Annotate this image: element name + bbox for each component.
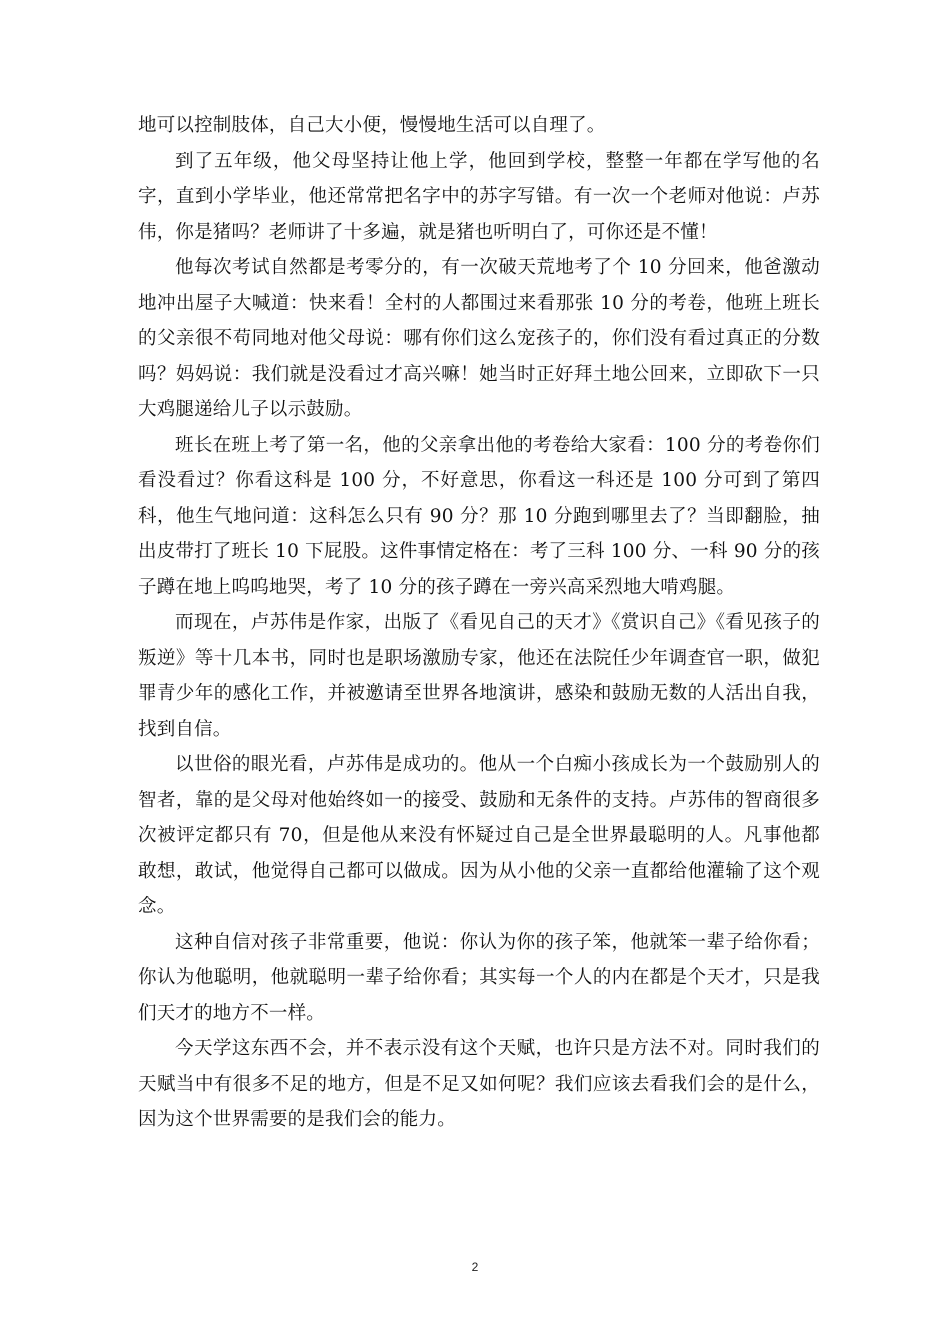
paragraph-class-monitor: 班长在班上考了第一名，他的父亲拿出他的考卷给大家看：100 分的考卷你们看没看过？你看这科是 100 分，不好意思，你看这一科还是 100 分可到了第四科，他生气地问道：这科怎么只有 90 分？那 10 分跑到哪里去了？当即翻脸，抽出皮带打了班长 10 下屁股。这件事情定格在：考了三科 100 分、一科 90 分的孩子蹲在地上呜呜地哭，考了 10 分的孩子蹲在一旁兴高采烈地大啃鸡腿。 [138,434,820,598]
paragraph-exam-ten-points: 他每次考试自然都是考零分的，有一次破天荒地考了个 10 分回来，他爸激动地冲出屋子大喊道：快来看！全村的人都围过来看那张 10 分的考卷，他班上班长的父亲很不苟同地对他父母说：哪有你们这么宠孩子的，你们没有看过真正的分数吗？妈妈说：我们就是没看过才高兴嘛！她当时正好拜土地公回来，立即砍下一只大鸡腿递给儿子以示鼓励。 [138,257,820,420]
document-body [138,108,820,1138]
paragraph-continuation: 地可以控制肢体，自己大小便，慢慢地生活可以自理了。 [138,115,606,136]
paragraph-talent: 今天学这东西不会，并不表示没有这个天赋，也许只是方法不对。同时我们的天赋当中有很多不足的地方，但是不足又如何呢？我们应该去看我们会的是什么，因为这个世界需要的是我们会的能力。 [138,1038,820,1130]
paragraph-fifth-grade: 到了五年级，他父母坚持让他上学，他回到学校，整整一年都在学写他的名字，直到小学毕业，他还常常把名字中的苏字写错。有一次一个老师对他说：卢苏伟，你是猪吗？老师讲了十多遍，就是猪也听明白了，可你还是不懂！ [138,150,820,243]
paragraph-author-now: 而现在，卢苏伟是作家，出版了《看见自己的天才》《赏识自己》《看见孩子的叛逆》等十几本书，同时也是职场激励专家，他还在法院任少年调查官一职，做犯罪青少年的感化工作，并被邀请至世界各地演讲，感染和鼓励无数的人活出自我，找到自信。 [138,612,820,740]
paragraph-success: 以世俗的眼光看，卢苏伟是成功的。他从一个白痴小孩成长为一个鼓励别人的智者，靠的是父母对他始终如一的接受、鼓励和无条件的支持。卢苏伟的智商很多次被评定都只有 70，但是他从来没有怀疑过自己是全世界最聪明的人。凡事他都敢想，敢试，他觉得自己都可以做成。因为从小他的父亲一直都给他灌输了这个观念。 [138,754,820,917]
paragraph-confidence: 这种自信对孩子非常重要，他说：你认为你的孩子笨，他就笨一辈子给你看；你认为他聪明，他就聪明一辈子给你看；其实每一个人的内在都是个天才，只是我们天才的地方不一样。 [138,931,820,1024]
page-number: 2 [471,1260,479,1274]
